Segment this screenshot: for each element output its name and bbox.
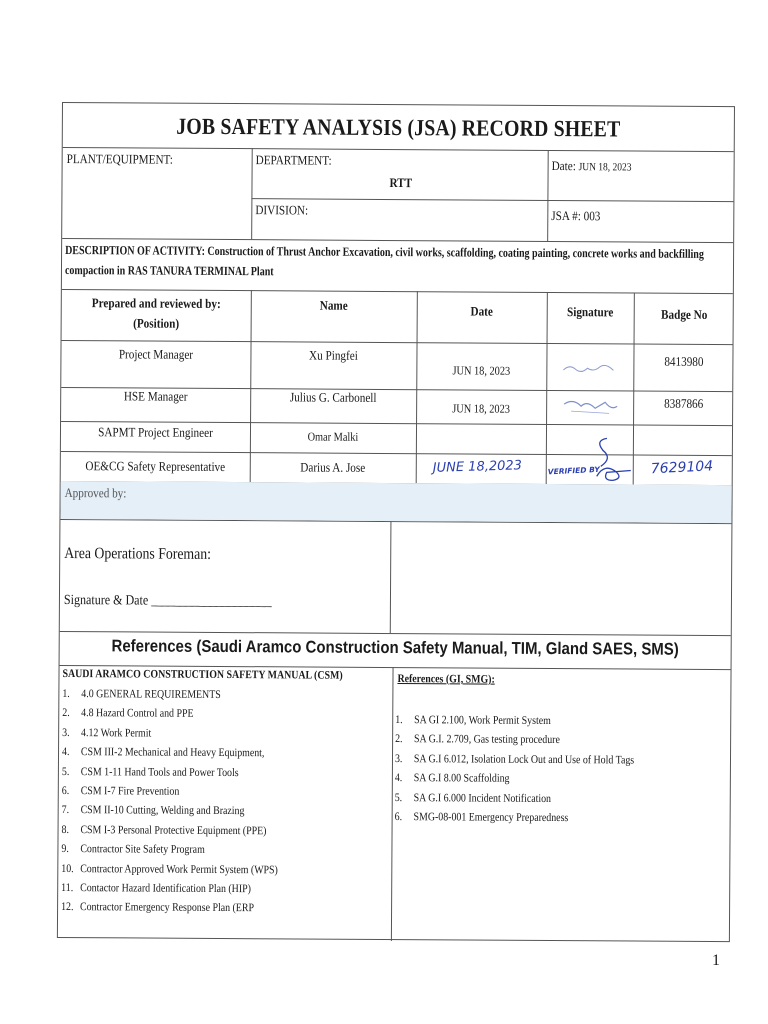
prepared-header-line2: (Position): [133, 315, 180, 331]
list-item-text: SA G.I 6.012, Isolation Lock Out and Use of Hold Tags: [413, 752, 635, 767]
rule: [62, 238, 733, 243]
row3-name: Omar Malki: [307, 429, 359, 444]
rule: [416, 291, 418, 483]
list-item-number: 1.: [395, 714, 403, 727]
csm-heading: SAUDI ARAMCO CONSTRUCTION SAFETY MANUAL (CSM): [62, 668, 343, 682]
list-item-number: 4.: [394, 772, 403, 785]
list-item: [395, 711, 634, 732]
row3-position: SAPMT Project Engineer: [98, 424, 213, 440]
department-label: DEPARTMENT:: [255, 152, 332, 168]
list-item-number: 5.: [394, 791, 403, 804]
prepared-header: [75, 293, 238, 334]
list-item: [61, 860, 278, 881]
list-item-text: Contactor Hazard Identification Plan (HIP): [80, 882, 251, 896]
list-item: [62, 724, 279, 745]
list-item: [62, 743, 279, 764]
list-item-number: 2.: [395, 733, 403, 746]
list-item-number: 9.: [61, 843, 69, 856]
row2-badge: 8387866: [664, 395, 704, 411]
jsa-number-label: JSA #:: [551, 207, 581, 224]
date-header: Date: [470, 303, 493, 319]
row2-position: HSE Manager: [123, 388, 188, 404]
signature-date-label: Signature & Date: [63, 593, 149, 609]
jsa-number-value: 003: [583, 208, 601, 224]
list-item-text: Contractor Emergency Response Plan (ERP: [79, 901, 254, 915]
list-item-number: 7.: [61, 804, 70, 817]
activity-text-1: Construction of Thrust Anchor Excavation, civil works, scaffolding, coating painting, concrete works and backfilling: [207, 243, 704, 261]
badge-header: Badge No: [661, 306, 708, 322]
list-item-number: 12.: [61, 901, 74, 914]
list-item-number: 3.: [394, 752, 403, 765]
list-item: [61, 821, 278, 842]
list-item-number: 8.: [61, 823, 70, 836]
rule: [547, 150, 549, 241]
date-field: [552, 158, 632, 174]
rule: [390, 521, 392, 633]
activity-line-1: [65, 243, 704, 262]
list-item-text: CSM 1-11 Hand Tools and Power Tools: [80, 765, 239, 779]
row1-name: Xu Pingfei: [309, 347, 358, 363]
signature-header: Signature: [566, 304, 614, 320]
list-item: [62, 685, 279, 706]
list-item: [395, 730, 634, 751]
row4-signature-icon: [583, 432, 643, 484]
row4-name: Darius A. Jose: [300, 459, 366, 475]
signature-date-field: [64, 593, 272, 610]
rule: [546, 292, 548, 484]
prepared-header-line1: Prepared and reviewed by:: [91, 295, 221, 311]
department-value: RTT: [389, 175, 413, 191]
list-item-text: SA G.I 6.000 Incident Notification: [413, 791, 552, 805]
row2-signature-icon: [561, 396, 621, 418]
list-item: [395, 789, 634, 810]
list-item-number: 10.: [61, 862, 74, 875]
list-item-text: SA GI 2.100, Work Permit System: [414, 714, 551, 727]
jsa-number-field: [551, 208, 600, 224]
list-item: [62, 801, 279, 822]
list-item: [62, 763, 279, 784]
page-number: 1: [712, 952, 720, 969]
list-item-number: 3.: [62, 726, 70, 739]
date-label: Date:: [551, 157, 576, 174]
row2-name: Julius G. Carbonell: [289, 389, 377, 405]
list-item-text: CSM III-2 Mechanical and Heavy Equipment,: [80, 746, 265, 760]
list-item-text: Contractor Site Safety Program: [80, 843, 205, 857]
rule: [251, 148, 253, 239]
approved-by-label: Approved by:: [64, 485, 127, 501]
row4-date-handwritten: JUNE 18,2023: [432, 458, 523, 476]
list-item-number: 2.: [62, 707, 70, 720]
plant-equipment-label: PLANT/EQUIPMENT:: [66, 151, 173, 167]
activity-text-2: compaction in RAS TANURA TERMINAL Plant: [64, 263, 274, 279]
list-item-text: SA G.I 8.00 Scaffolding: [413, 772, 510, 785]
list-item-text: CSM II-10 Cutting, Welding and Brazing: [80, 804, 245, 818]
document-title: JOB SAFETY ANALYSIS (JSA) RECORD SHEET: [176, 113, 621, 142]
list-item-text: CSM I-7 Fire Prevention: [80, 785, 180, 798]
list-item: [395, 769, 634, 790]
row4-badge-handwritten: 7629104: [650, 458, 714, 478]
list-item-text: CSM I-3 Personal Protective Equipment (PPE): [80, 823, 267, 838]
list-item-number: 11.: [61, 882, 74, 895]
references-title: References (Saudi Aramco Construction Safety Manual, TIM, Gland SAES, SMS): [111, 636, 679, 659]
list-item: [395, 750, 634, 771]
signature-date-line: ____________________: [151, 593, 272, 610]
row1-badge: 8413980: [664, 353, 704, 369]
name-header: Name: [319, 297, 348, 313]
list-item: [62, 704, 279, 725]
list-item-number: 5.: [61, 765, 70, 778]
row2-date: JUN 18, 2023: [452, 401, 510, 416]
list-item-text: 4.0 GENERAL REQUIREMENTS: [81, 688, 221, 701]
list-item-text: 4.12 Work Permit: [81, 726, 152, 740]
list-item: [395, 808, 634, 829]
list-item-text: SA G.I. 2.709, Gas testing procedure: [413, 733, 560, 747]
list-item-text: Contractor Approved Work Permit System (WPS): [80, 862, 278, 876]
list-item: [61, 898, 278, 919]
list-item-number: 1.: [62, 688, 70, 701]
rule: [60, 631, 731, 636]
row1-signature-icon: [561, 360, 617, 376]
gi-smg-heading: References (GI, SMG):: [397, 673, 495, 686]
list-item-number: 4.: [61, 746, 70, 759]
row4-signature-note: VERIFIED BY: [547, 464, 601, 477]
list-item-number: 6.: [61, 785, 70, 798]
list-item-number: 6.: [394, 811, 403, 824]
rule: [250, 290, 252, 482]
approved-band: [60, 481, 731, 523]
rule: [62, 340, 733, 345]
jsa-record-sheet: [57, 102, 735, 942]
rule: [251, 198, 733, 202]
csm-reference-list: [61, 685, 279, 919]
area-operations-foreman-label: Area Operations Foreman:: [64, 545, 212, 563]
division-label: DIVISION:: [255, 202, 309, 218]
list-item-text: 4.8 Hazard Control and PPE: [81, 707, 194, 721]
list-item: [62, 782, 279, 803]
list-item-text: SMG-08-001 Emergency Preparedness: [413, 811, 569, 825]
list-item: [61, 840, 278, 861]
activity-label: DESCRIPTION OF ACTIVITY:: [65, 243, 205, 258]
rule: [391, 667, 394, 941]
row4-position: OE&CG Safety Representative: [85, 458, 226, 475]
row1-position: Project Manager: [118, 346, 194, 362]
list-item: [61, 879, 278, 900]
date-value: JUN 18, 2023: [578, 161, 632, 174]
row1-date: JUN 18, 2023: [452, 363, 511, 378]
gi-smg-reference-list: [395, 711, 635, 829]
